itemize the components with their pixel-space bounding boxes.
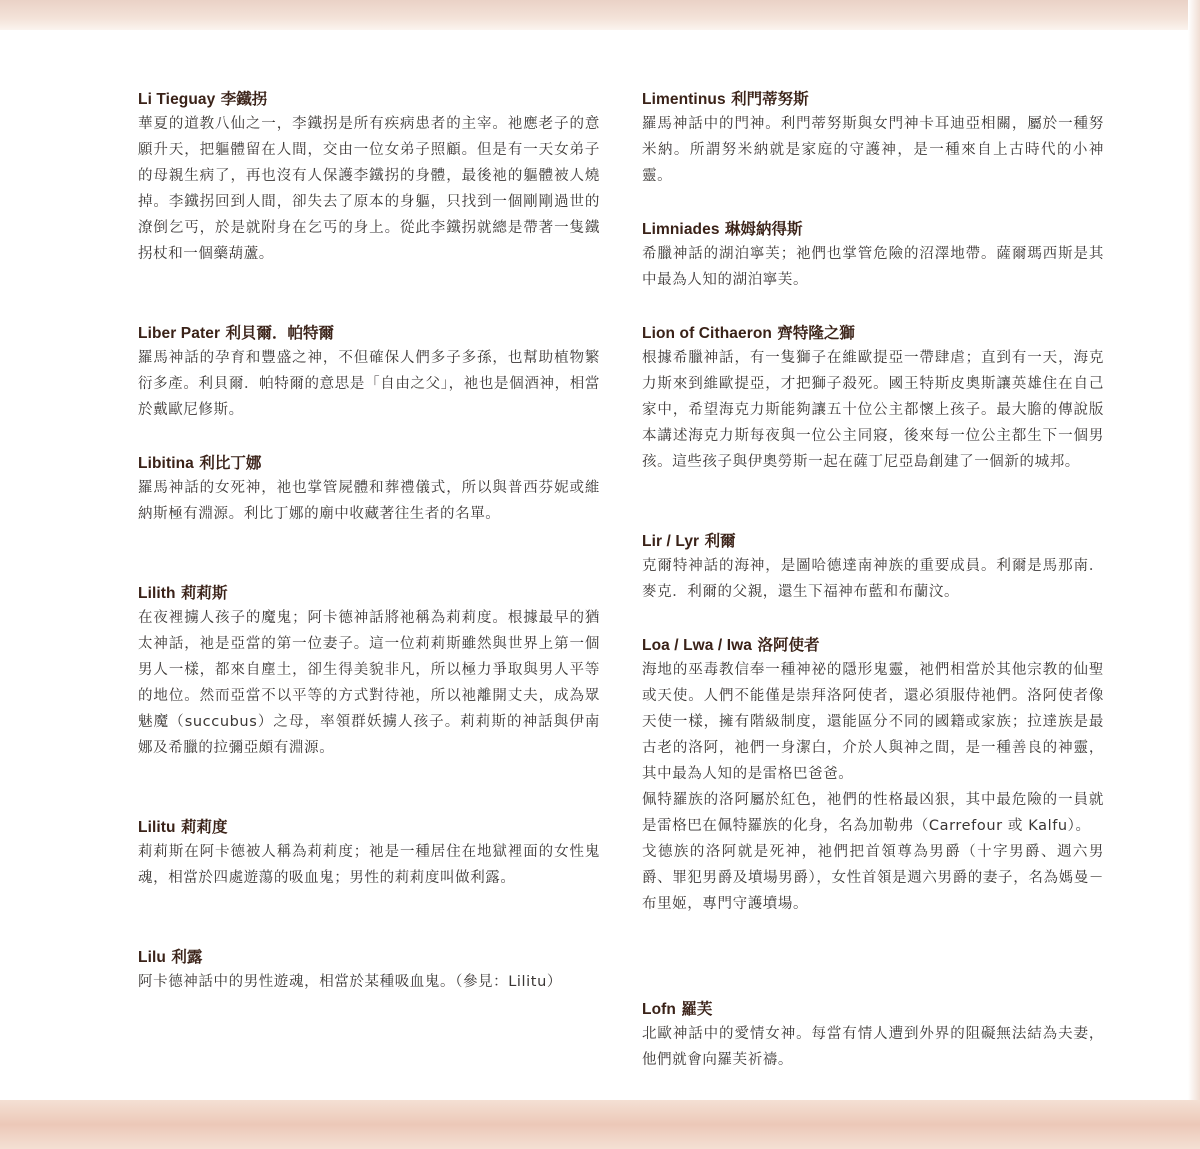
bottom-margin-band	[0, 1100, 1200, 1149]
entry-chinese-name: 利門蒂努斯	[731, 90, 809, 108]
entry-latin-name: Lir / Lyr	[642, 533, 700, 550]
entry-text: 在夜裡擄人孩子的魔鬼；阿卡德神話將祂稱為莉莉度。根據最早的猶太神話，祂是亞當的第一位妻子。這一位莉莉斯雖然與世界上第一個男人一樣，都來自塵土，卻生得美貌非凡，所以極力爭取與男人平等的地位。然而亞當不以平等的方式對待祂，所以祂離開丈夫，成為眾魅魔（succubus）之母，率領群妖擄人孩子。莉莉斯的神話與伊南娜及希臘的拉彌亞頗有淵源。	[138, 610, 600, 756]
entry-text: 根據希臘神話，有一隻獅子在維歐提亞一帶肆虐；直到有一天，海克力斯來到維歐提亞，才把獅子殺死。國王特斯皮奧斯讓英雄住在自己家中，希望海克力斯能夠讓五十位公主都懷上孩子。最大膽的傳說版本講述海克力斯每夜與一位公主同寢，後來每一位公主都生下一個男孩。這些孩子與伊奧勞斯一起在薩丁尼亞島創建了一個新的城邦。	[642, 350, 1104, 470]
entry-latin-name: Loa / Lwa / Iwa	[642, 637, 753, 654]
entry-text: 華夏的道教八仙之一，李鐵拐是所有疾病患者的主宰。祂應老子的意願升天，把軀體留在人間，交由一位女弟子照顧。但是有一天女弟子的母親生病了，再也沒有人保護李鐵拐的身體，最後祂的軀體被人燒掉。李鐵拐回到人間，卻失去了原本的身軀，只找到一個剛剛過世的潦倒乞丐，於是就附身在乞丐的身上。從此李鐵拐就總是帶著一隻鐵拐杖和一個藥葫蘆。	[138, 116, 600, 262]
entry-li-tieguay	[138, 88, 600, 267]
entry-latin-name: Lofn	[642, 1001, 676, 1018]
entry-lofn	[642, 998, 1104, 1073]
entry-chinese-name: 莉莉斯	[181, 584, 228, 602]
entry-text: 北歐神話中的愛情女神。每當有情人遭到外界的阻礙無法結為夫妻，他們就會向羅芙祈禱。	[642, 1026, 1104, 1068]
entry-latin-name: Limniades	[642, 221, 720, 238]
entry-latin-name: Liber Pater	[138, 325, 221, 342]
entry-heading	[642, 634, 1104, 657]
entry-libitina	[138, 452, 600, 527]
entry-lilitu	[138, 816, 600, 891]
entry-heading	[138, 322, 600, 345]
entry-heading	[642, 322, 1104, 345]
entry-chinese-name: 莉莉度	[181, 818, 228, 836]
entry-text: 阿卡德神話中的男性遊魂，相當於某種吸血鬼。（參見：Lilitu）	[138, 974, 562, 990]
entry-limentinus	[642, 88, 1104, 189]
entry-paragraph-3: 戈德族的洛阿就是死神，祂們把首領尊為男爵（十字男爵、週六男爵、罪犯男爵及墳場男爵），女性首領是週六男爵的妻子，名為媽曼－布里姬，專門守護墳場。	[642, 844, 1104, 912]
entry-latin-name: Lion of Cithaeron	[642, 325, 772, 342]
entry-heading	[138, 88, 600, 111]
entry-text: 羅馬神話的女死神，祂也掌管屍體和葬禮儀式，所以與普西芬妮或維納斯極有淵源。利比丁娜的廟中收藏著往生者的名單。	[138, 480, 600, 522]
entry-chinese-name: 齊特隆之獅	[777, 324, 855, 342]
entry-heading	[138, 452, 600, 475]
right-edge-shadow	[1188, 0, 1200, 1149]
entry-chinese-name: 利露	[171, 948, 203, 966]
entry-text: 克爾特神話的海神，是圖哈德達南神族的重要成員。利爾是馬那南．麥克．利爾的父親，還生下福神布藍和布蘭汶。	[642, 558, 1104, 600]
entry-liber-pater	[138, 322, 600, 423]
entry-heading	[138, 582, 600, 605]
entry-latin-name: Lilith	[138, 585, 176, 602]
entry-chinese-name: 琳姆納得斯	[724, 220, 803, 238]
entry-chinese-name: 羅芙	[681, 1000, 713, 1018]
entry-heading	[642, 88, 1104, 111]
entry-latin-name: Libitina	[138, 455, 194, 472]
entry-latin-name: Lilitu	[138, 819, 176, 836]
entry-loa-lwa-iwa	[642, 634, 1104, 917]
entry-chinese-name: 利爾	[704, 532, 736, 550]
entry-chinese-name: 李鐵拐	[220, 90, 268, 108]
entry-text: 羅馬神話的孕育和豐盛之神，不但確保人們多子多孫，也幫助植物繁衍多產。利貝爾．帕特爾的意思是「自由之父」，祂也是個酒神，相當於戴歐尼修斯。	[138, 350, 600, 418]
entry-text-block	[642, 657, 1104, 917]
entry-heading	[138, 946, 600, 969]
entry-lilith	[138, 582, 600, 761]
entry-text: 希臘神話的湖泊寧芙；祂們也掌管危險的沼澤地帶。薩爾瑪西斯是其中最為人知的湖泊寧芙。	[642, 246, 1104, 288]
entry-heading	[642, 530, 1104, 553]
entry-lir-lyr	[642, 530, 1104, 605]
entry-heading	[642, 998, 1104, 1021]
entry-text: 羅馬神話中的門神。利門蒂努斯與女門神卡耳迪亞相關，屬於一種努米納。所謂努米納就是家庭的守護神，是一種來自上古時代的小神靈。	[642, 116, 1104, 184]
entry-heading	[138, 816, 600, 839]
entry-lion-of-cithaeron	[642, 322, 1104, 475]
entry-lilu	[138, 946, 600, 995]
entry-latin-name: Li Tieguay	[138, 91, 216, 108]
entry-chinese-name: 洛阿使者	[757, 636, 820, 654]
entry-paragraph-1: 海地的巫毒教信奉一種神祕的隱形鬼靈，祂們相當於其他宗教的仙聖或天使。人們不能僅是崇拜洛阿使者，還必須服侍祂們。洛阿使者像天使一樣，擁有階級制度，還能區分不同的國籍或家族；拉達族是最古老的洛阿，祂們一身潔白，介於人與神之間，是一種善良的神靈，其中最為人知的是雷格巴爸爸。	[642, 662, 1104, 782]
entry-chinese-name: 利比丁娜	[199, 454, 262, 472]
entry-text: 莉莉斯在阿卡德被人稱為莉莉度；祂是一種居住在地獄裡面的女性鬼魂，相當於四處遊蕩的吸血鬼；男性的莉莉度叫做利露。	[138, 844, 600, 886]
entry-paragraph-2: 佩特羅族的洛阿屬於紅色，祂們的性格最凶狠，其中最危險的一員就是雷格巴在佩特羅族的化身，名為加勒弗（Carrefour 或 Kalfu）。	[642, 792, 1104, 834]
entry-heading	[642, 218, 1104, 241]
entry-latin-name: Limentinus	[642, 91, 726, 108]
entry-limniades	[642, 218, 1104, 293]
entry-chinese-name: 利貝爾．帕特爾	[225, 324, 334, 342]
top-margin-band	[0, 0, 1200, 30]
entry-latin-name: Lilu	[138, 949, 166, 966]
